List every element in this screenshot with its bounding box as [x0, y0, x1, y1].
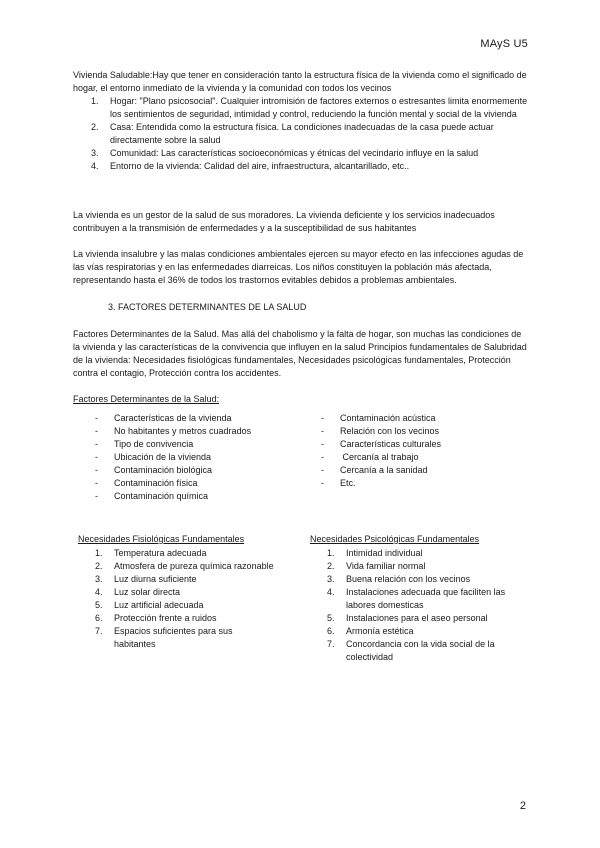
- list-item: [299, 438, 525, 451]
- paragraph-determinants: Factores Determinantes de la Salud. Mas allá del chabolismo y la falta de hogar, son muchas las condiciones de la vivienda y las características de la convivencia que influyen en la salud Principios fundamentales de Salubridad de la vivienda: Necesidades fisiológicas fundamentales, Necesidades psicológicas fundamentales, Protección contra el contagio, Protección contra los accidentes.: [73, 329, 527, 378]
- bullet-dash: -: [95, 413, 98, 423]
- bullet-dash: -: [95, 465, 98, 475]
- list-item-text: Luz diurna suficiente: [114, 574, 197, 584]
- list-item-text: Intimidad individual: [346, 548, 423, 558]
- bullet-dash: -: [95, 439, 98, 449]
- list-item-number: 1.: [91, 96, 99, 106]
- factor-text: Etc.: [340, 478, 356, 488]
- factors-columns: [73, 412, 528, 503]
- factor-text: Cercanía a la sanidad: [340, 465, 428, 475]
- page-content: [73, 69, 528, 664]
- list-item: [78, 625, 299, 651]
- list-item: [310, 547, 525, 560]
- bullet-dash: -: [95, 478, 98, 488]
- factor-text: Cercanía al trabajo: [340, 452, 419, 462]
- page-number: 2: [519, 800, 526, 812]
- list-item: [299, 412, 525, 425]
- section-heading: 3. FACTORES DETERMINANTES DE LA SALUD: [108, 302, 307, 312]
- list-item-number: 2.: [327, 561, 335, 571]
- list-item-number: 3.: [91, 148, 99, 158]
- list-item-text: Temperatura adecuada: [114, 548, 207, 558]
- list-item: [299, 477, 525, 490]
- list-item: [78, 547, 299, 560]
- list-item: [73, 95, 528, 121]
- factors-right-column: [299, 412, 525, 503]
- needs-columns: [73, 533, 528, 664]
- list-item: [73, 147, 528, 160]
- list-item-text: Instalaciones adecuada que faciliten las labores domesticas: [346, 587, 506, 610]
- list-item-number: 7.: [327, 639, 335, 649]
- list-item-text: Espacios suficientes para sus habitantes: [114, 626, 233, 649]
- list-item: [73, 438, 299, 451]
- list-item-text: Vida familiar normal: [346, 561, 426, 571]
- list-item-number: 6.: [95, 613, 103, 623]
- bullet-dash: -: [95, 491, 98, 501]
- factor-text: Contaminación física: [114, 478, 198, 488]
- list-item-text: Atmosfera de pureza química razonable: [114, 561, 274, 571]
- factor-text: Características de la vivienda: [114, 413, 232, 423]
- list-item-text: Protección frente a ruidos: [114, 613, 217, 623]
- list-item: [299, 451, 525, 464]
- list-item-number: 3.: [95, 574, 103, 584]
- list-item: [310, 612, 525, 625]
- bullet-dash: -: [321, 439, 324, 449]
- list-item: [78, 560, 299, 573]
- housing-aspects-list: [73, 95, 528, 173]
- bullet-dash: -: [321, 465, 324, 475]
- list-item-text: Luz solar directa: [114, 587, 181, 597]
- list-item: [310, 638, 525, 664]
- bullet-dash: -: [95, 426, 98, 436]
- factor-text: Ubicación de la vivienda: [114, 452, 212, 462]
- list-item: [310, 573, 525, 586]
- psychological-needs: [299, 533, 525, 664]
- paragraph-health-manager: La vivienda es un gestor de la salud de sus moradores. La vivienda deficiente y los servicios inadecuados contribuyen a la transmisión de enfermedades y a la susceptibilidad de sus habitantes: [73, 210, 495, 233]
- factor-text: No habitantes y metros cuadrados: [114, 426, 252, 436]
- list-item-number: 4.: [327, 587, 335, 597]
- list-item: [73, 121, 528, 147]
- psychological-needs-title: Necesidades Psicológicas Fundamentales: [310, 534, 480, 544]
- list-item: [78, 599, 299, 612]
- list-item-text: Luz artificial adecuada: [114, 600, 204, 610]
- list-item-text: Hogar: "Plano psicosocial". Cualquier intromisión de factores externos o estresantes limita enormemente los sentimientos de seguridad, intimidad y control, reduciendo la función mental y social de la vivienda: [110, 96, 528, 119]
- list-item-text: Casa: Entendida como la estructura física. La condiciones inadecuadas de la casa puede actuar directamente sobre la salud: [110, 122, 494, 145]
- factors-left-column: [73, 412, 299, 503]
- list-item-number: 5.: [327, 613, 335, 623]
- list-item-number: 7.: [95, 626, 103, 636]
- intro-paragraph: Vivienda Saludable:Hay que tener en consideración tanto la estructura física de la vivienda como el significado de hogar, el entorno inmediato de la vivienda y la comunidad con todos los vecinos: [73, 70, 527, 93]
- list-item-text: Entorno de la vivienda: Calidad del aire, infraestructura, alcantarillado, etc..: [110, 161, 410, 171]
- list-item: [73, 477, 299, 490]
- list-item-number: 5.: [95, 600, 103, 610]
- list-item: [78, 612, 299, 625]
- factor-text: Contaminación acústica: [340, 413, 436, 423]
- bullet-dash: -: [321, 452, 324, 462]
- list-item: [310, 560, 525, 573]
- list-item-text: Armonía estética: [346, 626, 414, 636]
- factor-text: Características culturales: [340, 439, 442, 449]
- list-item-text: Concordancia con la vida social de la colectividad: [346, 639, 495, 662]
- list-item-number: 1.: [95, 548, 103, 558]
- paragraph-unhealthy-housing: La vivienda insalubre y las malas condiciones ambientales ejercen su mayor efecto en las infecciones agudas de las vías respiratorias y en las enfermedades diarreicas. Los niños constituyen la población más afectada, representando hasta el 36% de todos los trastornos evitables debidos a problemas ambientales.: [73, 249, 524, 285]
- bullet-dash: -: [321, 413, 324, 423]
- factors-title: Factores Determinantes de la Salud:: [73, 394, 220, 404]
- physiological-needs-title: Necesidades Fisiológicas Fundamentales: [78, 534, 245, 544]
- list-item-number: 3.: [327, 574, 335, 584]
- list-item: [310, 625, 525, 638]
- list-item-number: 6.: [327, 626, 335, 636]
- list-item-number: 4.: [95, 587, 103, 597]
- list-item-text: Instalaciones para el aseo personal: [346, 613, 488, 623]
- list-item: [299, 464, 525, 477]
- list-item: [73, 464, 299, 477]
- list-item-text: Comunidad: Las características socioeconómicas y étnicas del vecindario influye en la salud: [110, 148, 479, 158]
- list-item-number: 1.: [327, 548, 335, 558]
- factor-text: Relación con los vecinos: [340, 426, 440, 436]
- physiological-needs: [73, 533, 299, 664]
- list-item: [299, 425, 525, 438]
- list-item: [310, 586, 525, 612]
- factor-text: Contaminación química: [114, 491, 209, 501]
- list-item: [73, 160, 528, 173]
- list-item-number: 4.: [91, 161, 99, 171]
- bullet-dash: -: [95, 452, 98, 462]
- list-item: [73, 451, 299, 464]
- list-item: [73, 412, 299, 425]
- list-item-text: Buena relación con los vecinos: [346, 574, 471, 584]
- list-item-number: 2.: [91, 122, 99, 132]
- factor-text: Tipo de convivencia: [114, 439, 194, 449]
- list-item: [73, 425, 299, 438]
- bullet-dash: -: [321, 426, 324, 436]
- list-item-number: 2.: [95, 561, 103, 571]
- list-item: [73, 490, 299, 503]
- bullet-dash: -: [321, 478, 324, 488]
- list-item: [78, 573, 299, 586]
- factor-text: Contaminación biológica: [114, 465, 213, 475]
- list-item: [78, 586, 299, 599]
- page-header: MAyS U5: [480, 38, 528, 50]
